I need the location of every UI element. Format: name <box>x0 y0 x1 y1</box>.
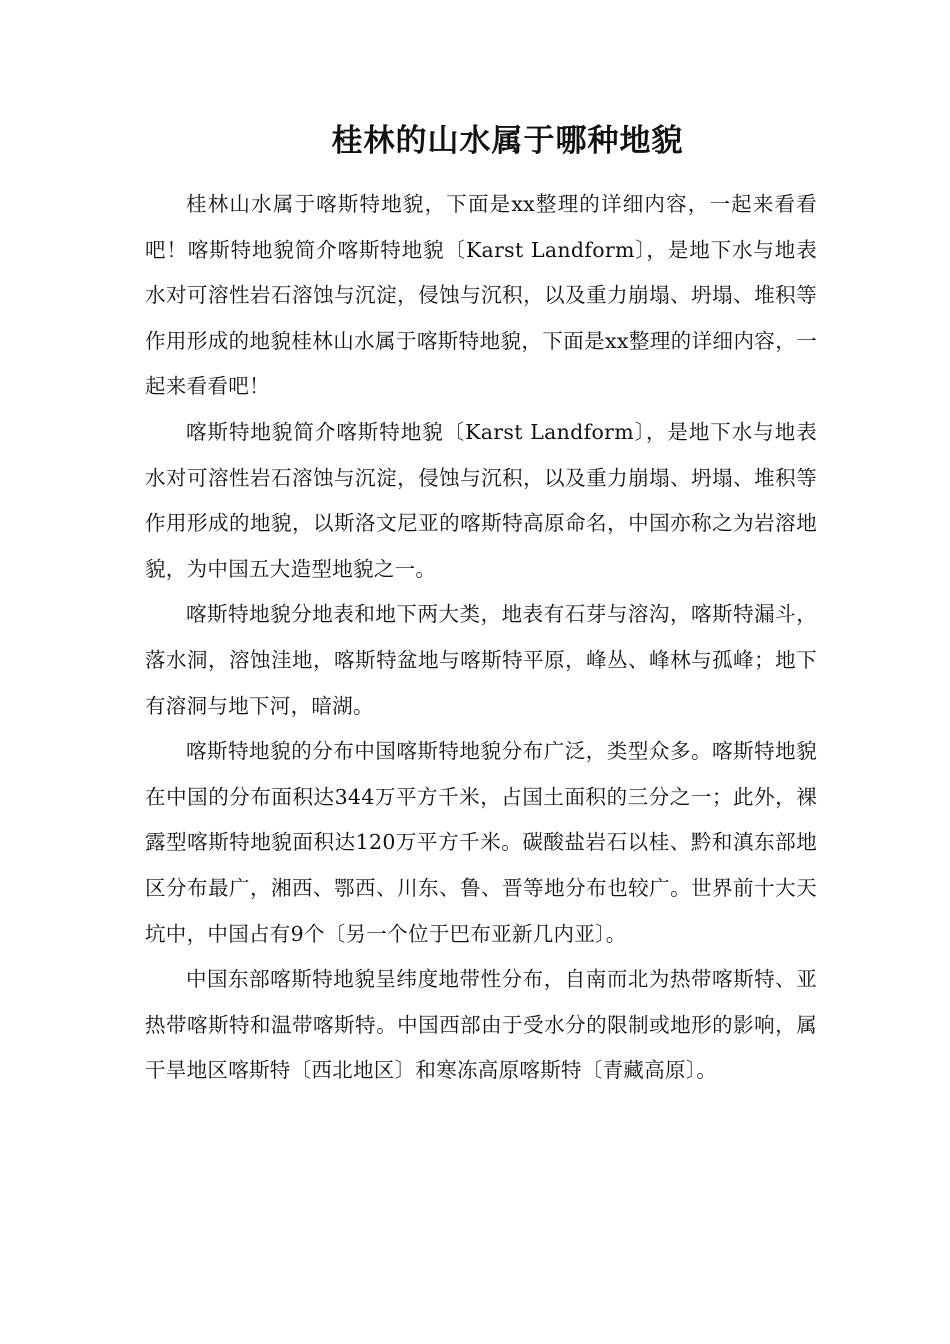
paragraph-definition: 喀斯特地貌简介喀斯特地貌〔Karst Landform〕，是地下水与地表水对可溶性岩石溶蚀与沉淀，侵蚀与沉积，以及重力崩塌、坍塌、堆积等作用形成的地貌，以斯洛文尼亚的喀斯特高原命名，中国亦称之为岩溶地貌，为中国五大造型地貌之一。 <box>145 419 817 581</box>
paragraph-types: 喀斯特地貌分地表和地下两大类，地表有石芽与溶沟，喀斯特漏斗，落水洞，溶蚀洼地，喀斯特盆地与喀斯特平原，峰丛、峰林与孤峰；地下有溶洞与地下河，暗湖。 <box>145 602 817 718</box>
paragraph-zonation: 中国东部喀斯特地貌呈纬度地带性分布，自南而北为热带喀斯特、亚热带喀斯特和温带喀斯特。中国西部由于受水分的限制或地形的影响，属干旱地区喀斯特〔西北地区〕和寒冻高原喀斯特〔青藏高原〕。 <box>145 967 817 1083</box>
paragraph-intro: 桂林山水属于喀斯特地貌，下面是xx整理的详细内容，一起来看看吧！喀斯特地貌简介喀斯特地貌〔Karst Landform〕，是地下水与地表水对可溶性岩石溶蚀与沉淀，侵蚀与沉积，以及重力崩塌、坍塌、堆积等作用形成的地貌桂林山水属于喀斯特地貌，下面是xx整理的详细内容，一起来看看吧！ <box>145 192 817 399</box>
document-body <box>145 182 817 1094</box>
document-title: 桂林的山水属于哪种地貌 <box>331 123 684 159</box>
paragraph-distribution: 喀斯特地貌的分布中国喀斯特地貌分布广泛，类型众多。喀斯特地貌在中国的分布面积达344万平方千米，占国土面积的三分之一；此外，裸露型喀斯特地貌面积达120万平方千米。碳酸盐岩石以桂、黔和滇东部地区分布最广，湘西、鄂西、川东、鲁、晋等地分布也较广。世界前十大天坑中，中国占有9个〔另一个位于巴布亚新几内亚〕。 <box>145 739 817 946</box>
